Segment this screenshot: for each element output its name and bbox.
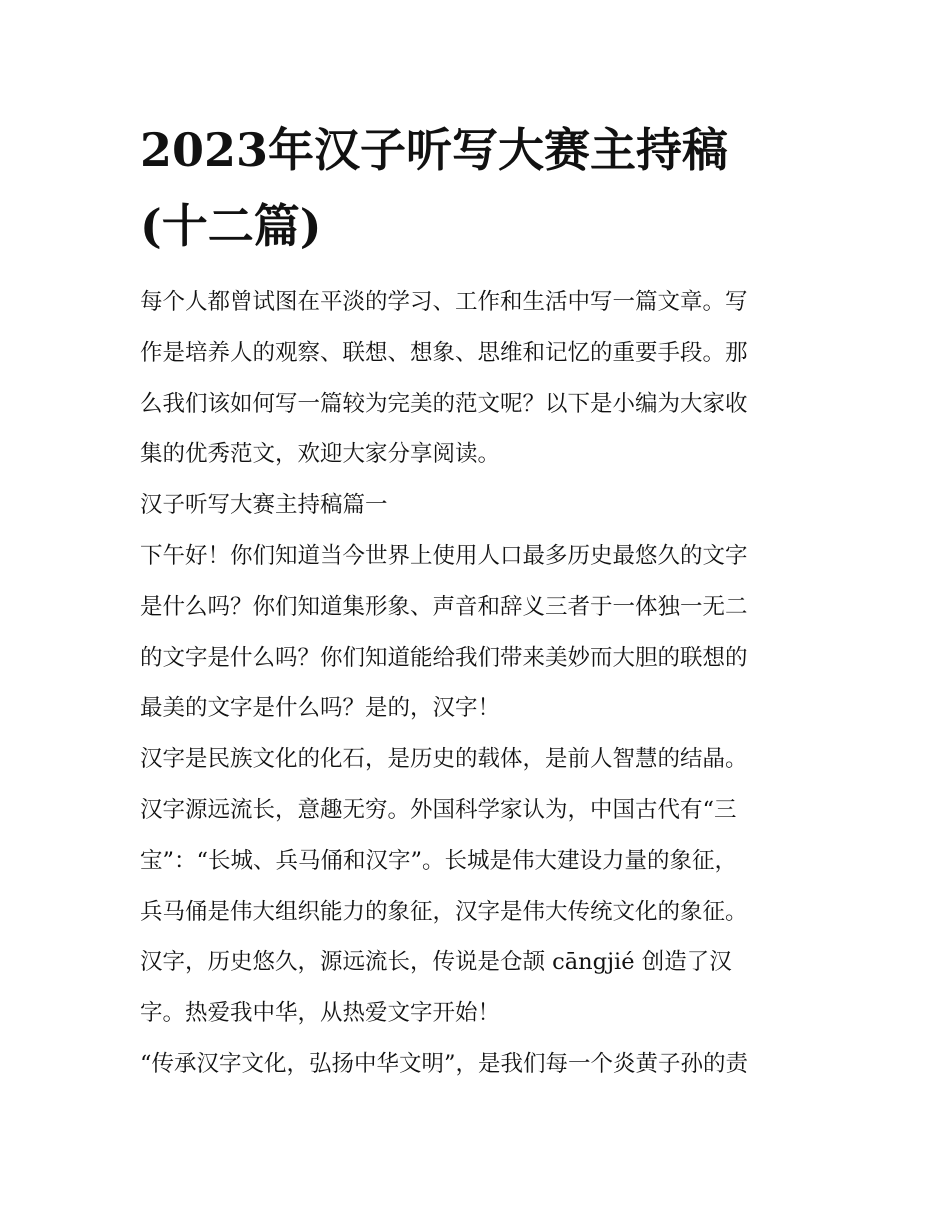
document-title <box>140 112 820 264</box>
paragraph-line: 集的优秀范文，欢迎大家分享阅读。 <box>140 441 501 468</box>
section-heading: 汉子听写大赛主持稿篇一 <box>140 492 388 519</box>
document-body <box>140 277 820 1090</box>
paragraph-line: 的文字是什么吗？你们知道能给我们带来美妙而大胆的联想的 <box>140 644 748 671</box>
paragraph-line: 宝”：“长城、兵马俑和汉字”。长城是伟大建设力量的象征， <box>140 847 738 874</box>
paragraph-line: 最美的文字是什么吗？是的，汉字！ <box>140 695 501 722</box>
paragraph-line: 是什么吗？你们知道集形象、声音和辞义三者于一体独一无二 <box>140 593 748 620</box>
paragraph-line: 兵马俑是伟大组织能力的象征，汉字是伟大传统文化的象征。 <box>140 898 748 925</box>
paragraph-line: 作是培养人的观察、联想、想象、思维和记忆的重要手段。那 <box>140 339 748 366</box>
paragraph-line: 汉字，历史悠久，源远流长，传说是仓颉 cāngjié 创造了汉 <box>140 949 732 976</box>
paragraph-line: 汉字源远流长，意趣无穷。外国科学家认为，中国古代有“三 <box>140 796 737 823</box>
paragraph-line: 么我们该如何写一篇较为完美的范文呢？以下是小编为大家收 <box>140 390 748 417</box>
paragraph-line: 每个人都曾试图在平淡的学习、工作和生活中写一篇文章。写 <box>140 289 748 315</box>
paragraph-line: 下午好！你们知道当今世界上使用人口最多历史最悠久的文字 <box>140 542 748 569</box>
paragraph-line: “传承汉字文化，弘扬中华文明”，是我们每一个炎黄子孙的责 <box>140 1050 749 1077</box>
title-line: (十二篇) <box>140 199 322 253</box>
paragraph-line: 字。热爱我中华，从热爱文字开始！ <box>140 1000 501 1027</box>
paragraph-line: 汉字是民族文化的化石，是历史的载体，是前人智慧的结晶。 <box>140 746 748 773</box>
title-line: 2023年汉子听写大赛主持稿 <box>140 123 729 177</box>
